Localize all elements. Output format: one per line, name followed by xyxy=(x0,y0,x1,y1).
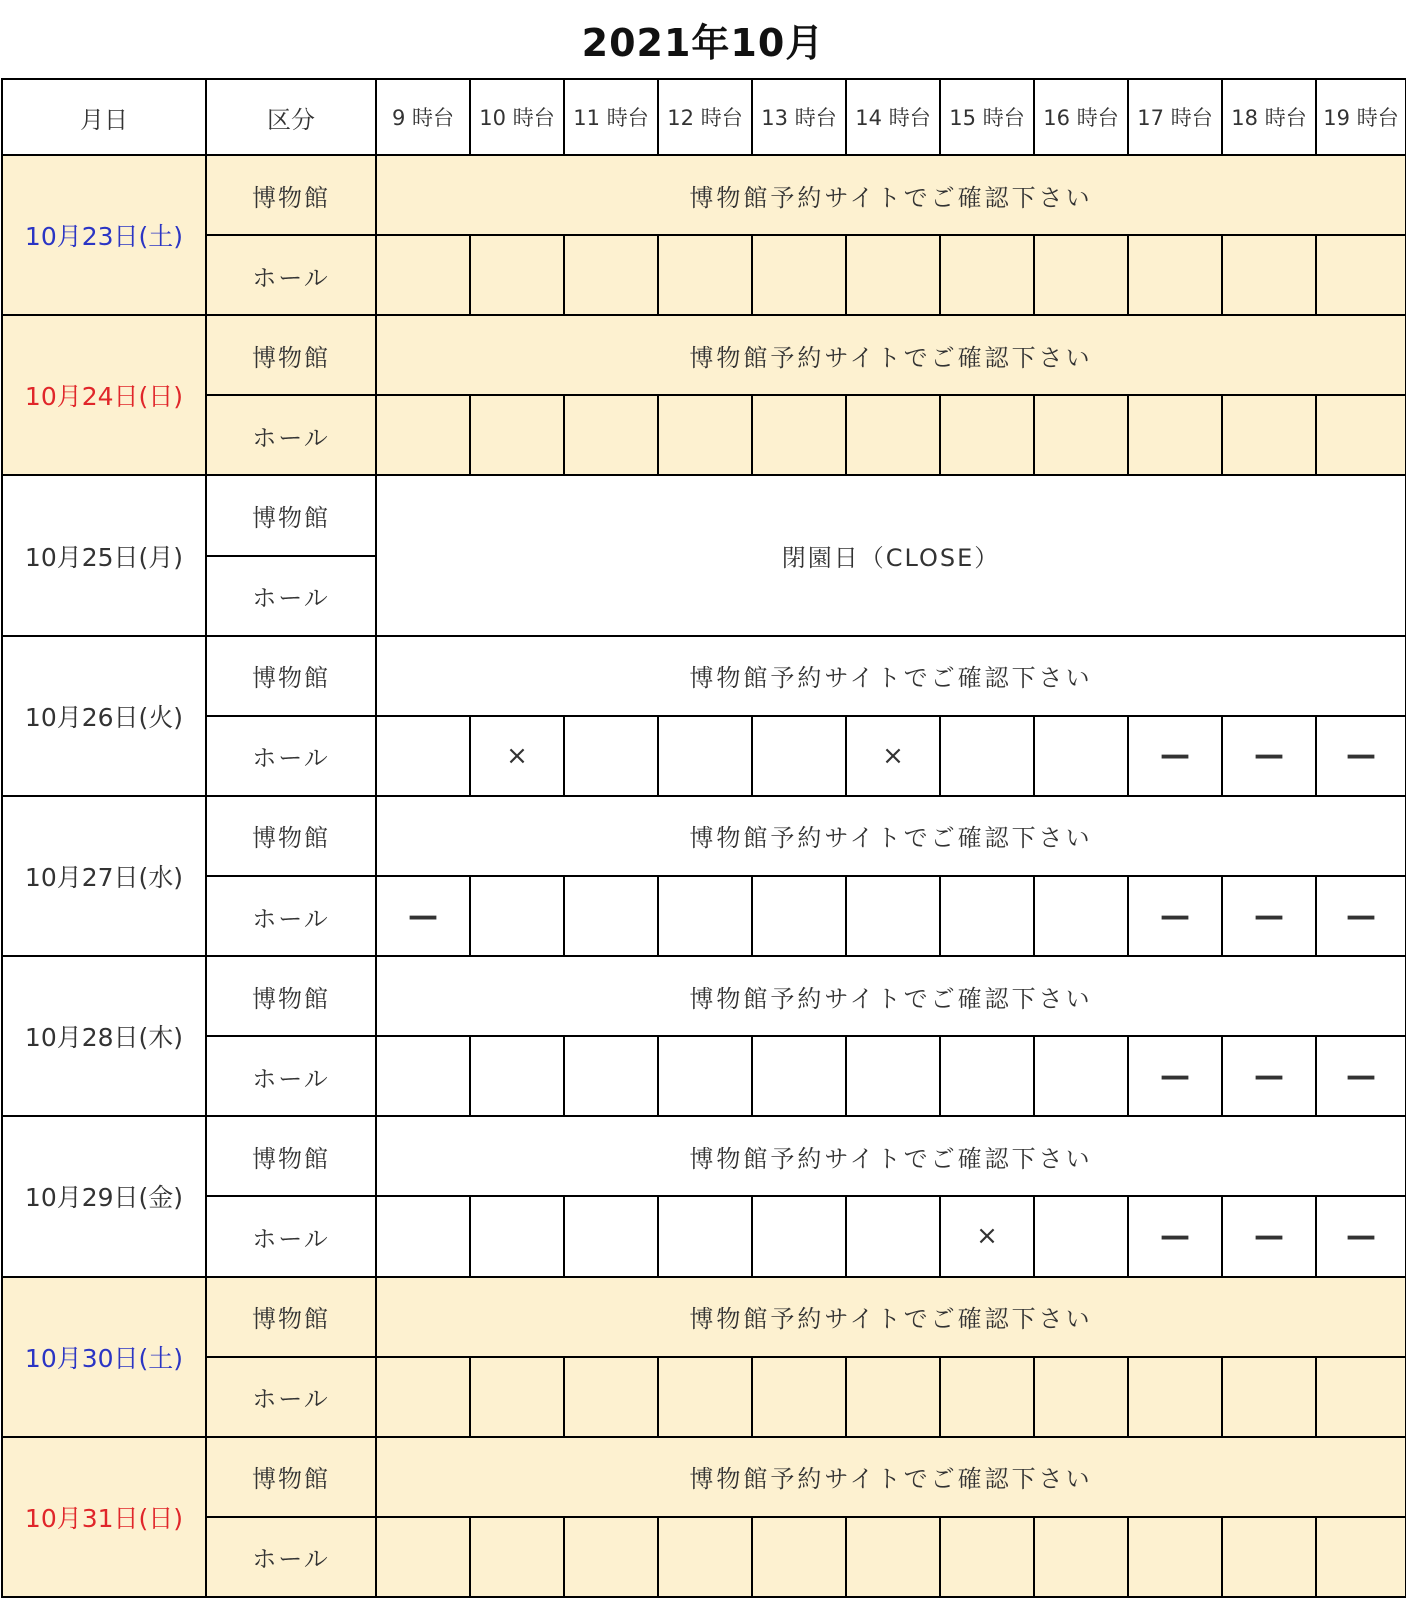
day-museum-row xyxy=(2,475,1406,555)
day-museum-row xyxy=(2,315,1406,395)
category-museum-label: 博物館 xyxy=(206,1437,376,1517)
day-hall-row xyxy=(2,1357,1406,1437)
hall-slot-cell xyxy=(752,1196,846,1276)
page-title: 2021年10月 xyxy=(581,21,825,65)
day-hall-row xyxy=(2,1517,1406,1597)
category-hall-label: ホール xyxy=(206,716,376,796)
hall-slot-cell xyxy=(940,1036,1034,1116)
hall-slot-cell xyxy=(846,1357,940,1437)
category-hall-label: ホール xyxy=(206,395,376,475)
day-museum-row xyxy=(2,636,1406,716)
hall-slot-cell xyxy=(564,876,658,956)
museum-reservation-notice: 博物館予約サイトでご確認下さい xyxy=(376,1116,1406,1196)
hall-slot-cell: — xyxy=(1128,716,1222,796)
hall-slot-cell xyxy=(1222,395,1316,475)
hall-slot-cell xyxy=(846,1036,940,1116)
hall-slot-cell: — xyxy=(1222,716,1316,796)
hall-slot-cell xyxy=(564,1196,658,1276)
hall-slot-cell xyxy=(752,1517,846,1597)
hall-slot-cell: × xyxy=(470,716,564,796)
day-museum-row xyxy=(2,1277,1406,1357)
category-museum-label: 博物館 xyxy=(206,1277,376,1357)
hall-slot-cell xyxy=(470,1036,564,1116)
hall-slot-cell xyxy=(376,1357,470,1437)
hall-slot-cell xyxy=(376,1196,470,1276)
hour-column-header: 17 時台 xyxy=(1128,79,1222,155)
hall-slot-cell xyxy=(1128,1517,1222,1597)
hall-slot-cell xyxy=(1034,235,1128,315)
hall-slot-cell xyxy=(658,716,752,796)
hour-column-header: 16 時台 xyxy=(1034,79,1128,155)
hour-column-header: 14 時台 xyxy=(846,79,940,155)
hall-slot-cell xyxy=(376,235,470,315)
hall-slot-cell: — xyxy=(1128,1036,1222,1116)
hour-column-header: 12 時台 xyxy=(658,79,752,155)
hall-slot-cell xyxy=(940,1517,1034,1597)
museum-reservation-notice: 博物館予約サイトでご確認下さい xyxy=(376,636,1406,716)
header-row xyxy=(2,79,1406,155)
date-cell: 10月28日(木) xyxy=(2,956,206,1116)
museum-reservation-notice: 博物館予約サイトでご確認下さい xyxy=(376,1277,1406,1357)
hall-slot-cell xyxy=(940,395,1034,475)
hall-slot-cell xyxy=(658,1357,752,1437)
hall-slot-cell xyxy=(1222,1357,1316,1437)
hall-slot-cell xyxy=(564,1517,658,1597)
hall-slot-cell: — xyxy=(1316,876,1406,956)
hall-slot-cell xyxy=(658,876,752,956)
hall-slot-cell xyxy=(940,1357,1034,1437)
day-museum-row xyxy=(2,155,1406,235)
hall-slot-cell xyxy=(846,235,940,315)
hall-slot-cell xyxy=(940,235,1034,315)
hall-slot-cell: — xyxy=(1128,1196,1222,1276)
hall-slot-cell xyxy=(376,716,470,796)
category-museum-label: 博物館 xyxy=(206,315,376,395)
hall-slot-cell xyxy=(376,1517,470,1597)
category-museum-label: 博物館 xyxy=(206,155,376,235)
date-cell: 10月29日(金) xyxy=(2,1116,206,1276)
hall-slot-cell xyxy=(752,1036,846,1116)
hall-slot-cell xyxy=(846,1517,940,1597)
category-column-header: 区分 xyxy=(206,79,376,155)
hall-slot-cell xyxy=(940,876,1034,956)
hall-slot-cell xyxy=(1034,1517,1128,1597)
category-hall-label: ホール xyxy=(206,1357,376,1437)
hall-slot-cell: — xyxy=(1316,1036,1406,1116)
hall-slot-cell xyxy=(940,716,1034,796)
closed-day-notice: 閉園日（CLOSE） xyxy=(376,475,1406,635)
hall-slot-cell xyxy=(1128,395,1222,475)
hour-column-header: 15 時台 xyxy=(940,79,1034,155)
hall-slot-cell: — xyxy=(1222,1196,1316,1276)
date-column-header: 月日 xyxy=(2,79,206,155)
hall-slot-cell xyxy=(658,235,752,315)
day-museum-row xyxy=(2,956,1406,1036)
hour-column-header: 18 時台 xyxy=(1222,79,1316,155)
day-museum-row xyxy=(2,796,1406,876)
hall-slot-cell: × xyxy=(940,1196,1034,1276)
hall-slot-cell xyxy=(470,235,564,315)
date-cell: 10月23日(土) xyxy=(2,155,206,315)
hour-column-header: 19 時台 xyxy=(1316,79,1406,155)
hall-slot-cell xyxy=(1222,1517,1316,1597)
hall-slot-cell xyxy=(752,876,846,956)
category-hall-label: ホール xyxy=(206,235,376,315)
hall-slot-cell: — xyxy=(1128,876,1222,956)
hall-slot-cell xyxy=(470,1196,564,1276)
hall-slot-cell xyxy=(1222,235,1316,315)
hall-slot-cell xyxy=(564,716,658,796)
category-museum-label: 博物館 xyxy=(206,956,376,1036)
hall-slot-cell xyxy=(658,395,752,475)
category-museum-label: 博物館 xyxy=(206,1116,376,1196)
hall-slot-cell xyxy=(1034,716,1128,796)
museum-reservation-notice: 博物館予約サイトでご確認下さい xyxy=(376,956,1406,1036)
hall-slot-cell xyxy=(1316,395,1406,475)
hall-slot-cell xyxy=(752,395,846,475)
day-hall-row xyxy=(2,1036,1406,1116)
hall-slot-cell xyxy=(1034,395,1128,475)
hall-slot-cell xyxy=(846,1196,940,1276)
hall-slot-cell xyxy=(470,876,564,956)
hall-slot-cell: — xyxy=(376,876,470,956)
hall-slot-cell xyxy=(752,1357,846,1437)
hour-column-header: 11 時台 xyxy=(564,79,658,155)
day-museum-row xyxy=(2,1116,1406,1196)
hall-slot-cell xyxy=(1128,235,1222,315)
hall-slot-cell xyxy=(658,1196,752,1276)
hall-slot-cell xyxy=(658,1517,752,1597)
hall-slot-cell xyxy=(846,876,940,956)
hall-slot-cell xyxy=(1316,235,1406,315)
day-hall-row xyxy=(2,395,1406,475)
category-museum-label: 博物館 xyxy=(206,636,376,716)
category-museum-label: 博物館 xyxy=(206,475,376,555)
museum-reservation-notice: 博物館予約サイトでご確認下さい xyxy=(376,796,1406,876)
day-hall-row xyxy=(2,235,1406,315)
hall-slot-cell xyxy=(1034,1036,1128,1116)
category-hall-label: ホール xyxy=(206,1036,376,1116)
hall-slot-cell xyxy=(564,1036,658,1116)
reservation-schedule-table xyxy=(1,78,1406,1598)
date-cell: 10月25日(月) xyxy=(2,475,206,635)
schedule-body xyxy=(2,155,1406,1597)
day-hall-row xyxy=(2,716,1406,796)
day-museum-row xyxy=(2,1437,1406,1517)
hall-slot-cell xyxy=(470,1357,564,1437)
day-hall-row xyxy=(2,876,1406,956)
hour-column-header: 10 時台 xyxy=(470,79,564,155)
hall-slot-cell xyxy=(1316,1517,1406,1597)
hall-slot-cell xyxy=(470,1517,564,1597)
hall-slot-cell xyxy=(752,235,846,315)
hall-slot-cell xyxy=(846,395,940,475)
museum-reservation-notice: 博物館予約サイトでご確認下さい xyxy=(376,155,1406,235)
hall-slot-cell xyxy=(564,395,658,475)
hall-slot-cell xyxy=(564,235,658,315)
hall-slot-cell xyxy=(658,1036,752,1116)
hall-slot-cell xyxy=(1128,1357,1222,1437)
hour-column-header: 13 時台 xyxy=(752,79,846,155)
hall-slot-cell xyxy=(752,716,846,796)
hall-slot-cell xyxy=(376,1036,470,1116)
category-hall-label: ホール xyxy=(206,1517,376,1597)
hall-slot-cell: — xyxy=(1316,1196,1406,1276)
category-museum-label: 博物館 xyxy=(206,796,376,876)
day-hall-row xyxy=(2,1196,1406,1276)
category-hall-label: ホール xyxy=(206,1196,376,1276)
hall-slot-cell: × xyxy=(846,716,940,796)
hall-slot-cell xyxy=(376,395,470,475)
category-hall-label: ホール xyxy=(206,556,376,636)
hour-column-header: 9 時台 xyxy=(376,79,470,155)
date-cell: 10月27日(水) xyxy=(2,796,206,956)
date-cell: 10月26日(火) xyxy=(2,636,206,796)
hall-slot-cell xyxy=(1034,1357,1128,1437)
hall-slot-cell xyxy=(1034,1196,1128,1276)
category-hall-label: ホール xyxy=(206,876,376,956)
date-cell: 10月24日(日) xyxy=(2,315,206,475)
hall-slot-cell xyxy=(470,395,564,475)
hall-slot-cell: — xyxy=(1222,1036,1316,1116)
date-cell: 10月30日(土) xyxy=(2,1277,206,1437)
hall-slot-cell xyxy=(564,1357,658,1437)
museum-reservation-notice: 博物館予約サイトでご確認下さい xyxy=(376,315,1406,395)
hall-slot-cell xyxy=(1316,1357,1406,1437)
hall-slot-cell: — xyxy=(1222,876,1316,956)
hall-slot-cell xyxy=(1034,876,1128,956)
hall-slot-cell: — xyxy=(1316,716,1406,796)
date-cell: 10月31日(日) xyxy=(2,1437,206,1597)
museum-reservation-notice: 博物館予約サイトでご確認下さい xyxy=(376,1437,1406,1517)
